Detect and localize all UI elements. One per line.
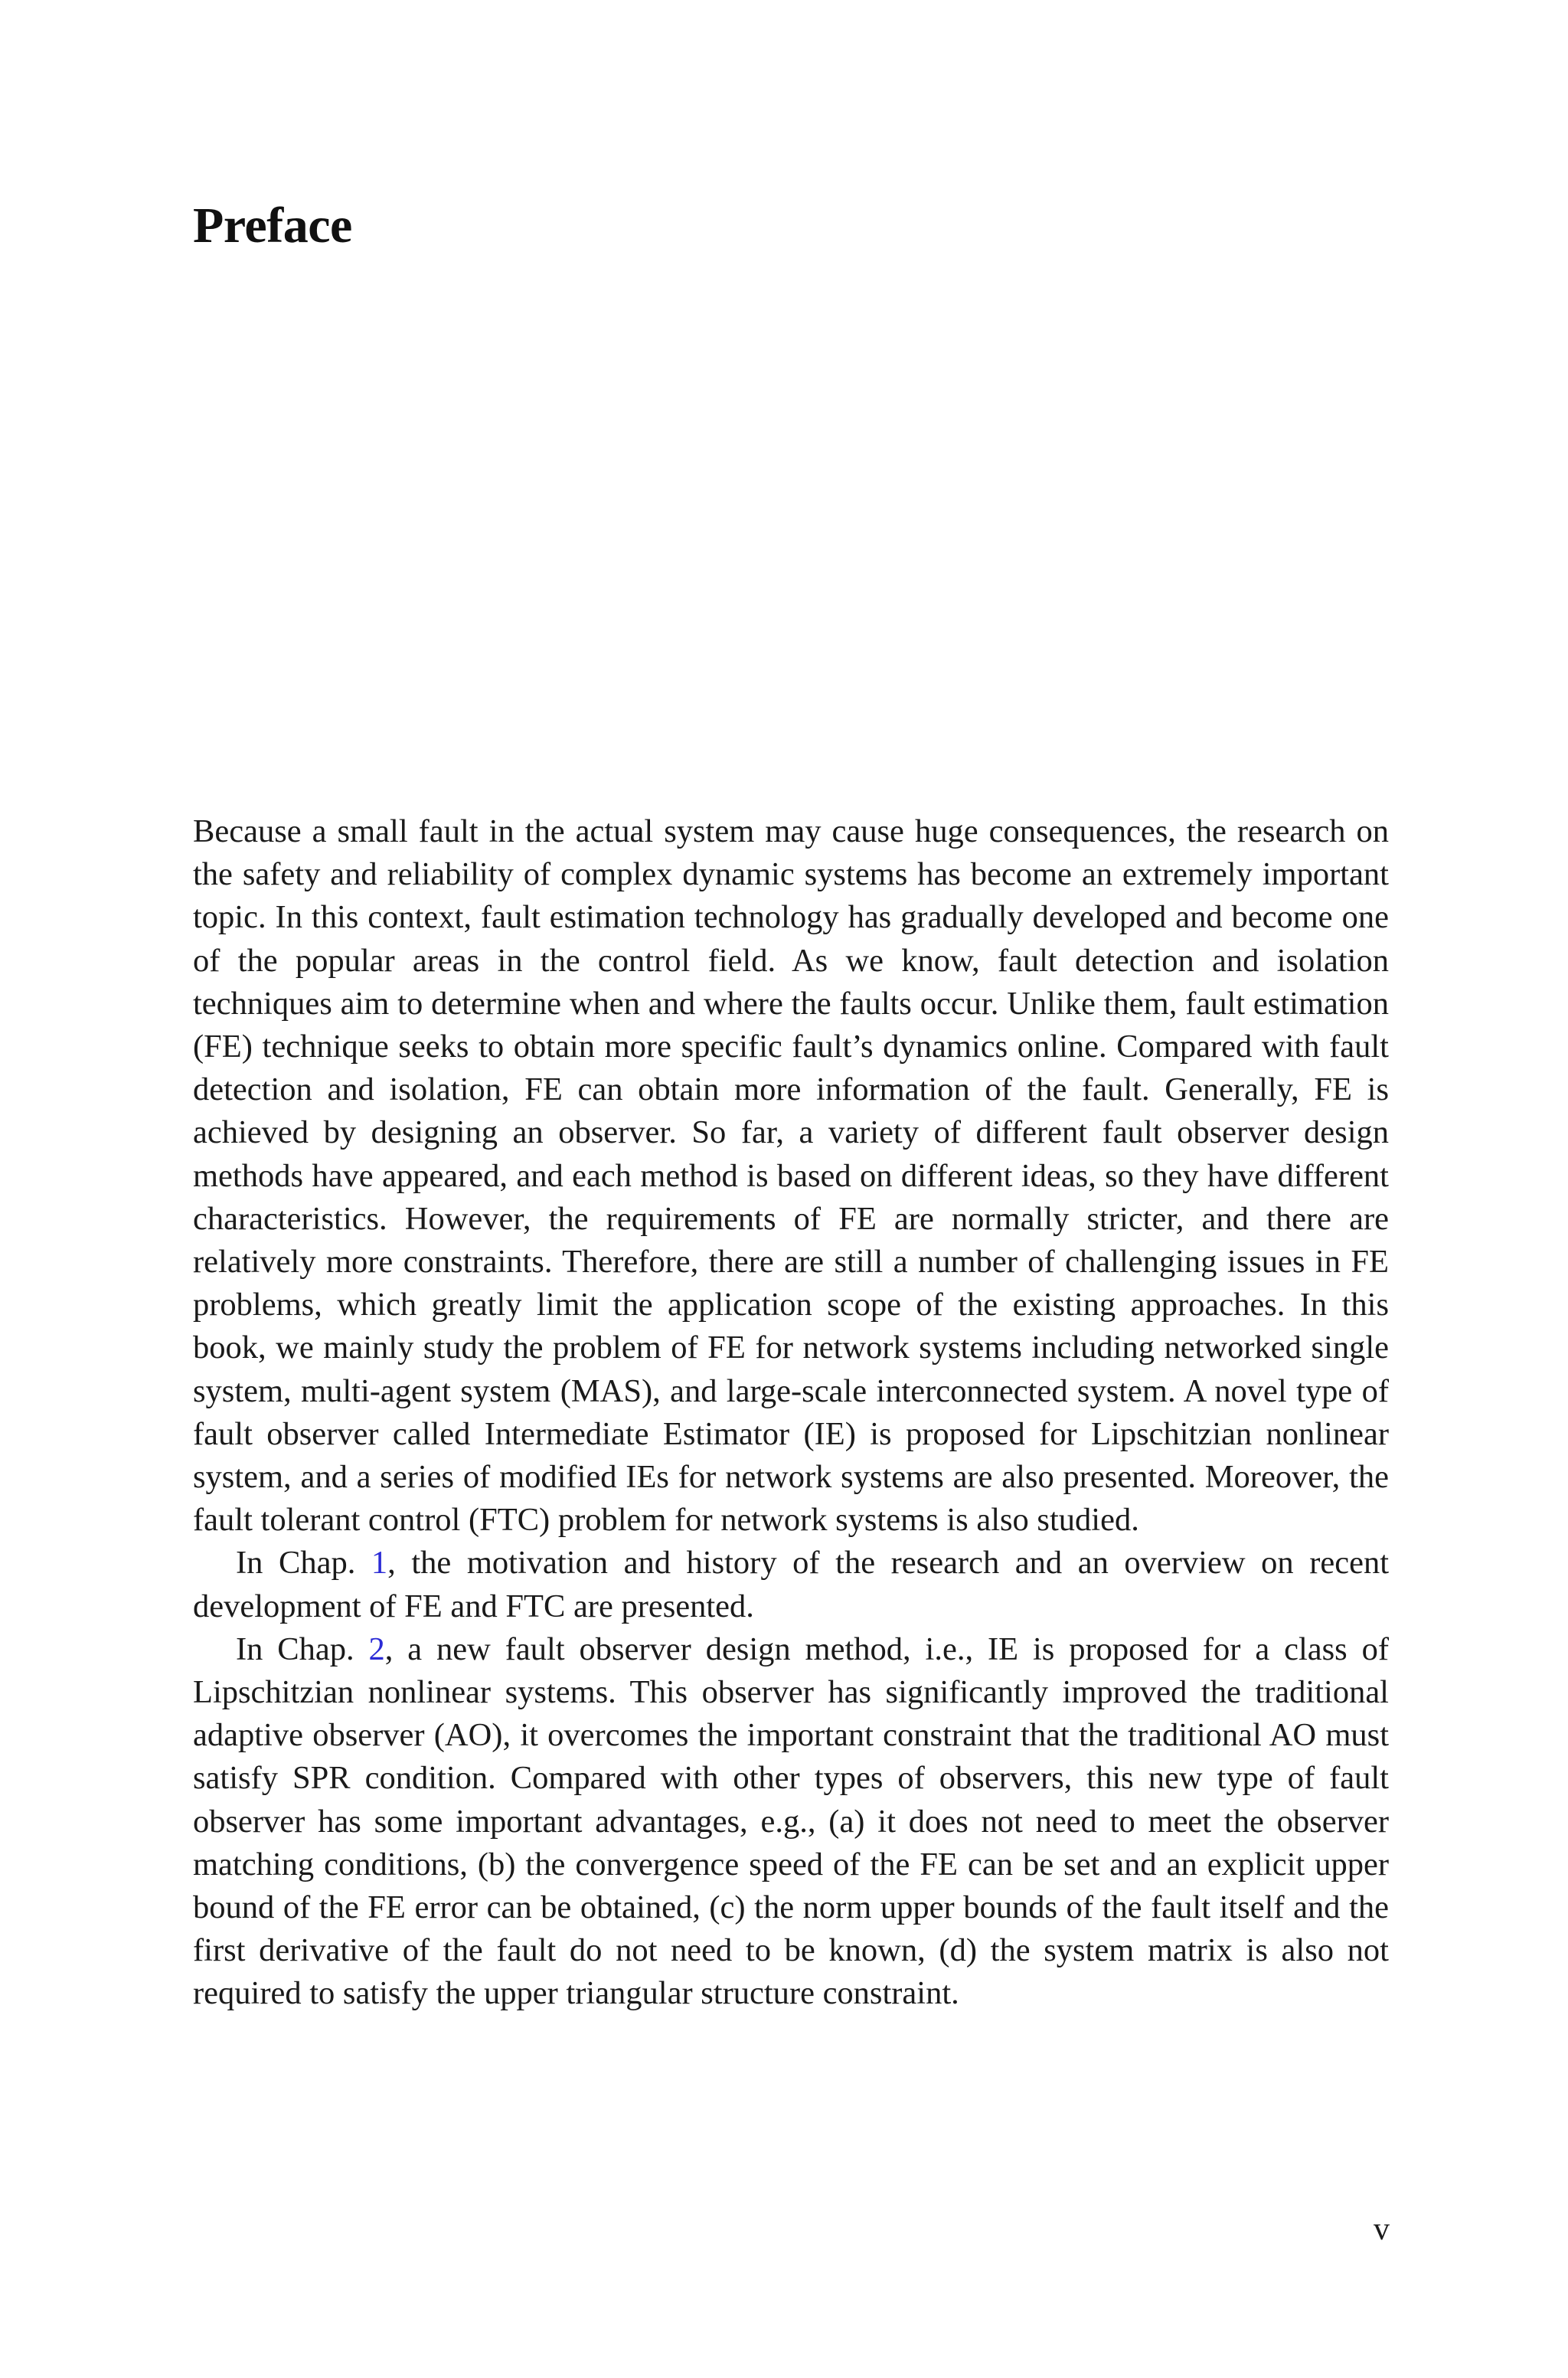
chapter-2-link[interactable]: 2 bbox=[368, 1631, 385, 1667]
page-number: v bbox=[1374, 2212, 1390, 2247]
preface-body bbox=[193, 810, 1389, 2016]
paragraph-chapter-2 bbox=[193, 1628, 1389, 2016]
paragraph-chapter-1 bbox=[193, 1542, 1389, 1627]
chapter-prefix: In Chap. bbox=[236, 1545, 371, 1582]
paragraph-intro: Because a small fault in the actual system may cause huge consequences, the research on the safety and reliability of complex dynamic systems has become an extremely important topic. In this context, fault estimation technology has gradually developed and become one of the popular areas in the control field. As we know, fault detection and isolation techniques aim to determine when and where the faults occur. Unlike them, fault estimation (FE) technique seeks to obtain more specific fault’s dynamics online. Compared with fault detection and isolation, FE can obtain more information of the fault. Generally, FE is achieved by designing an observer. So far, a variety of different fault observer design methods have appeared, and each method is based on different ideas, so they have different characteristics. However, the requirements of FE are normally stricter, and there are relatively more constraints. Therefore, there are still a number of challenging issues in FE problems, which greatly limit the application scope of the existing approaches. In this book, we mainly study the problem of FE for network systems including networked single system, multi-agent system (MAS), and large-scale interconnected system. A novel type of fault observer called Intermediate Estimator (IE) is proposed for Lipschitzian nonlinear system, and a series of modified IEs for network systems are also presented. Moreover, the fault tolerant control (FTC) problem for network systems is also studied. bbox=[193, 813, 1389, 1539]
chapter-2-description: , a new fault observer design method, i.e., IE is proposed for a class of Lipschitzian nonlinear systems. This observer has significantly improved the traditional adaptive observer (AO), it overcomes the important constraint that the traditional AO must satisfy SPR condition. Compared with other types of observers, this new type of fault observer has some important advantages, e.g., (a) it does not need to meet the observer matching conditions, (b) the convergence speed of the FE can be set and an explicit upper bound of the FE error can be obtained, (c) the norm upper bounds of the fault itself and the first derivative of the fault do not need to be known, (d) the system matrix is also not required to satisfy the upper triangular structure constraint. bbox=[193, 1631, 1389, 2012]
page-title: Preface bbox=[193, 198, 352, 254]
chapter-1-description: , the motivation and history of the research and an overview on recent development of FE and FTC are presented. bbox=[193, 1545, 1389, 1624]
chapter-prefix: In Chap. bbox=[236, 1631, 369, 1667]
chapter-1-link[interactable]: 1 bbox=[371, 1545, 388, 1582]
